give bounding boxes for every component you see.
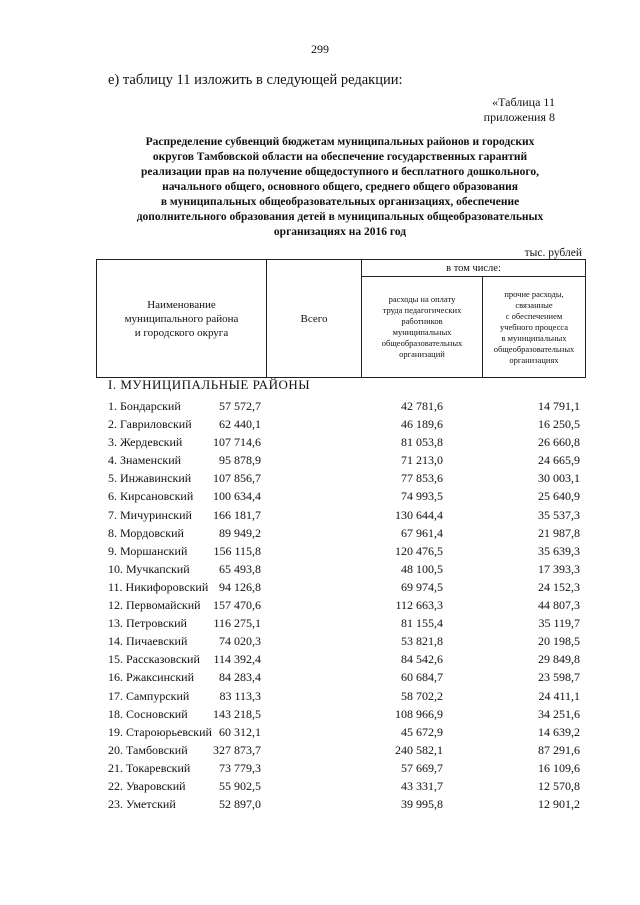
- other-expenses-cell: 21 987,8: [538, 525, 580, 540]
- header-other-line: учебного процесса: [499, 321, 569, 332]
- table-row: [0, 795, 640, 813]
- salary-cell: 74 993,5: [401, 489, 443, 504]
- other-expenses-cell: 16 250,5: [538, 417, 580, 432]
- total-cell: 107 856,7: [213, 471, 261, 486]
- header-name-column: [97, 260, 267, 378]
- header-salary-line: организаций: [399, 349, 445, 359]
- other-expenses-cell: 20 198,5: [538, 634, 580, 649]
- header-including: в том числе:: [362, 260, 586, 277]
- district-name-cell: 22. Уваровский: [108, 778, 186, 793]
- table-row: [0, 777, 640, 795]
- salary-cell: 112 663,3: [395, 598, 443, 613]
- header-salary-line: расходы на оплату: [388, 294, 456, 304]
- total-cell: 60 312,1: [219, 724, 261, 739]
- salary-cell: 58 702,2: [401, 688, 443, 703]
- salary-cell: 108 966,9: [395, 706, 443, 721]
- page-number: 299: [311, 42, 329, 56]
- district-name-cell: 17. Сампурский: [108, 688, 190, 703]
- title-line: округов Тамбовской области на обеспечение государственных гарантий: [152, 151, 528, 163]
- table-row: [0, 668, 640, 686]
- annex-table-label: «Таблица 11: [492, 95, 555, 109]
- district-name-cell: 4. Знаменский: [108, 453, 182, 468]
- total-cell: 156 115,8: [213, 543, 261, 558]
- total-cell: 94 126,8: [219, 579, 261, 594]
- table-row: [0, 397, 640, 415]
- other-expenses-cell: 87 291,6: [538, 742, 580, 757]
- total-cell: 52 897,0: [219, 797, 261, 812]
- district-name-cell: 12. Первомайский: [108, 598, 201, 613]
- district-name-cell: 21. Токаревский: [108, 760, 191, 775]
- other-expenses-cell: 12 570,8: [538, 778, 580, 793]
- district-name-cell: 3. Жердевский: [108, 435, 183, 450]
- district-name-cell: 13. Петровский: [108, 616, 187, 631]
- salary-cell: 81 053,8: [401, 435, 443, 450]
- annex-appendix-label: приложения 8: [483, 110, 555, 124]
- header-salary-line: работников: [401, 316, 443, 326]
- other-expenses-cell: 25 640,9: [538, 489, 580, 504]
- other-expenses-cell: 29 849,8: [538, 652, 580, 667]
- total-cell: 166 181,7: [213, 507, 261, 522]
- district-name-cell: 18. Сосновский: [108, 706, 188, 721]
- header-other-line: прочие расходы,: [504, 288, 564, 299]
- salary-cell: 60 684,7: [401, 670, 443, 685]
- other-expenses-cell: 17 393,3: [538, 561, 580, 576]
- header-name-line: Наименование: [147, 298, 216, 311]
- total-cell: 74 020,3: [219, 634, 261, 649]
- table-row: [0, 524, 640, 542]
- table-row: [0, 433, 640, 451]
- table-title: [100, 135, 580, 240]
- other-expenses-cell: 26 660,8: [538, 435, 580, 450]
- district-name-cell: 15. Рассказовский: [108, 652, 200, 667]
- header-salary-line: труда педагогических: [382, 305, 462, 315]
- table-row: [0, 487, 640, 505]
- total-cell: 73 779,3: [219, 760, 261, 775]
- header-name-line: муниципального района: [124, 312, 239, 325]
- other-expenses-cell: 16 109,6: [538, 760, 580, 775]
- title-line: реализации прав на получение общедоступного и бесплатного дошкольного,: [141, 166, 539, 178]
- header-name-line: и городского округа: [134, 326, 229, 339]
- total-cell: 84 283,4: [219, 670, 261, 685]
- total-cell: 107 714,6: [213, 435, 261, 450]
- district-name-cell: 9. Моршанский: [108, 543, 188, 558]
- total-cell: 62 440,1: [219, 417, 261, 432]
- title-line: в муниципальных общеобразовательных организациях, обеспечение: [160, 196, 520, 208]
- table-row: [0, 632, 640, 650]
- table-row: [0, 596, 640, 614]
- salary-cell: 46 189,6: [401, 417, 443, 432]
- district-name-cell: 5. Инжавинский: [108, 471, 192, 486]
- salary-cell: 240 582,1: [395, 742, 443, 757]
- salary-cell: 71 213,0: [401, 453, 443, 468]
- other-expenses-cell: 35 639,3: [538, 543, 580, 558]
- other-expenses-cell: 14 639,2: [538, 724, 580, 739]
- total-cell: 95 878,9: [219, 453, 261, 468]
- district-name-cell: 23. Уметский: [108, 797, 176, 812]
- other-expenses-cell: 34 251,6: [538, 706, 580, 721]
- title-line: организациях на 2016 год: [273, 226, 407, 238]
- district-name-cell: 14. Пичаевский: [108, 634, 188, 649]
- salary-cell: 57 669,7: [401, 760, 443, 775]
- header-other-line: в муниципальных: [501, 332, 567, 343]
- total-cell: 83 113,3: [219, 688, 261, 703]
- district-name-cell: 1. Бондарский: [108, 399, 181, 413]
- other-expenses-cell: 24 411,1: [538, 688, 580, 703]
- district-name-cell: 11. Никифоровский: [108, 579, 209, 594]
- district-name-cell: 8. Мордовский: [108, 525, 184, 540]
- salary-cell: 43 331,7: [401, 778, 443, 793]
- table-row: [0, 687, 640, 705]
- table-row: [0, 723, 640, 741]
- table-row: [0, 705, 640, 723]
- table-header: [96, 259, 586, 378]
- salary-cell: 69 974,5: [401, 579, 443, 594]
- salary-cell: 39 995,8: [401, 797, 443, 812]
- salary-cell: 77 853,6: [401, 471, 443, 486]
- salary-cell: 42 781,6: [401, 399, 443, 413]
- header-other-column: [483, 277, 586, 378]
- table-row: [0, 506, 640, 524]
- total-cell: 143 218,5: [213, 706, 261, 721]
- salary-cell: 45 672,9: [401, 724, 443, 739]
- header-salary-line: общеобразовательных: [381, 338, 463, 348]
- district-name-cell: 16. Ржаксинский: [108, 670, 194, 685]
- total-cell: 327 873,7: [213, 742, 261, 757]
- salary-cell: 48 100,5: [401, 561, 443, 576]
- header-other-line: с обеспечением: [505, 310, 563, 321]
- title-line: начального общего, основного общего, среднего общего образования: [162, 181, 518, 193]
- salary-cell: 120 476,5: [395, 543, 443, 558]
- title-line: Распределение субвенций бюджетам муниципальных районов и городских: [145, 136, 535, 148]
- total-cell: 89 949,2: [219, 525, 261, 540]
- total-cell: 65 493,8: [219, 561, 261, 576]
- district-name-cell: 20. Тамбовский: [108, 742, 188, 757]
- other-expenses-cell: 14 791,1: [538, 399, 580, 413]
- amendment-instruction: е) таблицу 11 изложить в следующей редакции:: [108, 72, 403, 88]
- total-cell: 100 634,4: [213, 489, 261, 504]
- salary-cell: 53 821,8: [401, 634, 443, 649]
- district-name-cell: 6. Кирсановский: [108, 489, 194, 504]
- section-title: I. МУНИЦИПАЛЬНЫЕ РАЙОНЫ: [108, 377, 311, 392]
- table-row: [0, 578, 640, 596]
- table-row: [0, 741, 640, 759]
- salary-cell: 84 542,6: [401, 652, 443, 667]
- total-cell: 116 275,1: [213, 616, 261, 631]
- header-other-line: общеобразовательных: [493, 343, 575, 354]
- other-expenses-cell: 23 598,7: [538, 670, 580, 685]
- header-other-line: организациях: [509, 354, 559, 365]
- table-row: [0, 614, 640, 632]
- header-other-line: связанные: [515, 299, 553, 310]
- other-expenses-cell: 12 901,2: [538, 797, 580, 812]
- other-expenses-cell: 24 152,3: [538, 579, 580, 594]
- other-expenses-cell: 30 003,1: [538, 471, 580, 486]
- table-row: [0, 759, 640, 777]
- other-expenses-cell: 35 537,3: [538, 507, 580, 522]
- header-total-column: Всего: [267, 260, 362, 378]
- district-name-cell: 2. Гавриловский: [108, 417, 192, 432]
- table-row: [0, 415, 640, 433]
- table-body: [0, 397, 640, 813]
- salary-cell: 130 644,4: [395, 507, 443, 522]
- table-row: [0, 451, 640, 469]
- district-name-cell: 7. Мичуринский: [108, 507, 192, 522]
- table-row: [0, 650, 640, 668]
- table-row: [0, 542, 640, 560]
- district-name-cell: 10. Мучкапский: [108, 561, 190, 576]
- other-expenses-cell: 35 119,7: [538, 616, 580, 631]
- table-row: [0, 560, 640, 578]
- other-expenses-cell: 24 665,9: [538, 453, 580, 468]
- total-cell: 55 902,5: [219, 778, 261, 793]
- table-row: [0, 469, 640, 487]
- total-cell: 57 572,7: [219, 399, 261, 413]
- district-name-cell: 19. Староюрьевский: [108, 724, 212, 739]
- units-label: тыс. рублей: [524, 247, 582, 259]
- salary-cell: 67 961,4: [401, 525, 443, 540]
- total-cell: 114 392,4: [213, 652, 261, 667]
- title-line: дополнительного образования детей в муниципальных общеобразовательных: [136, 211, 544, 223]
- salary-cell: 81 155,4: [401, 616, 443, 631]
- annex-reference: [484, 95, 555, 125]
- header-salary-column: [362, 277, 483, 378]
- other-expenses-cell: 44 807,3: [538, 598, 580, 613]
- total-cell: 157 470,6: [213, 598, 261, 613]
- header-salary-line: муниципальных: [392, 327, 452, 337]
